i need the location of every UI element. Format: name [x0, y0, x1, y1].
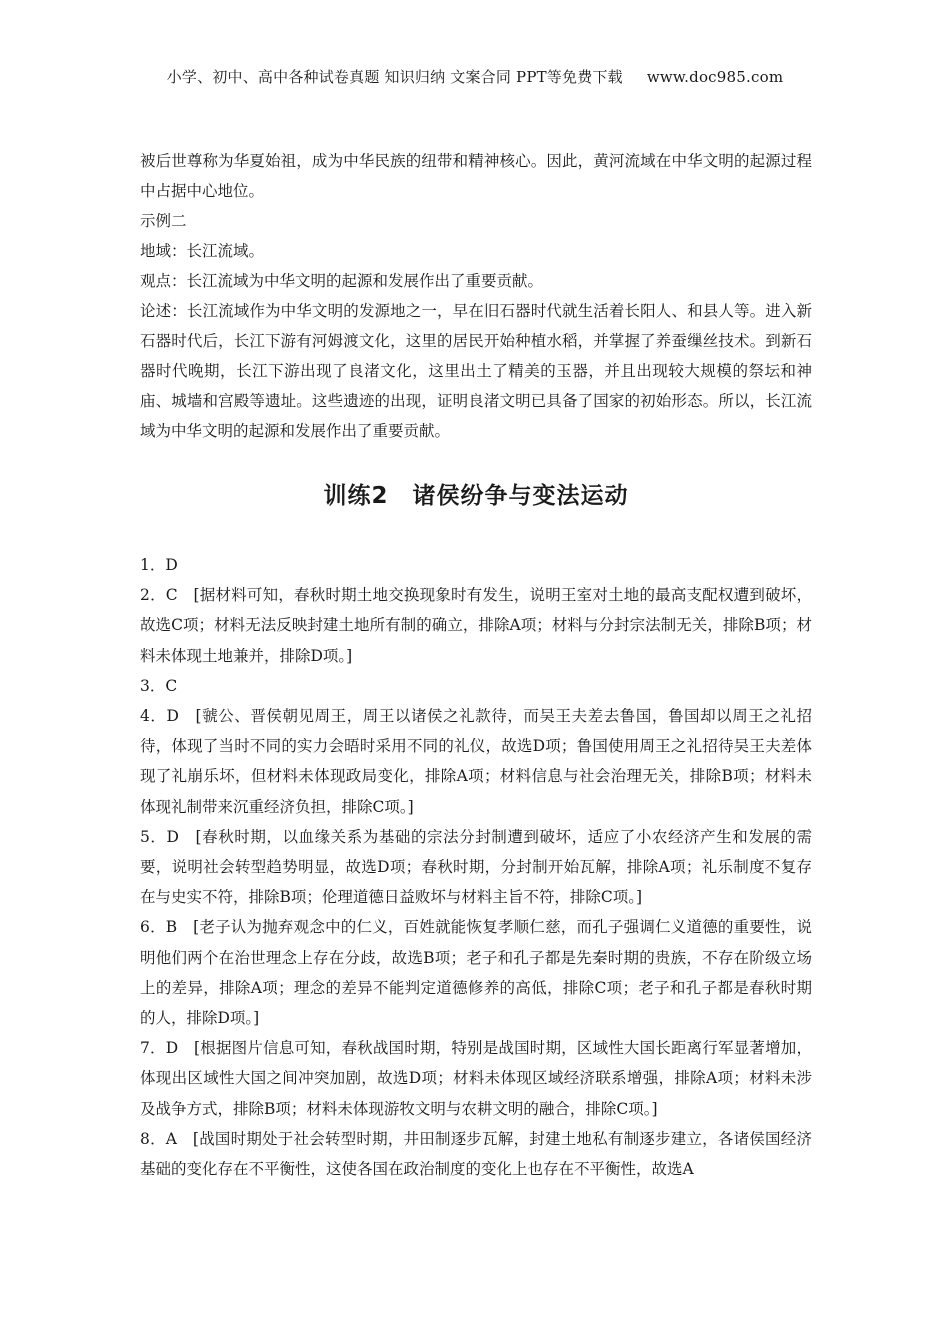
section-title: 训练2 诸侯纷争与变法运动: [323, 483, 629, 509]
answer-item: 2．C [据材料可知，春秋时期土地交换现象时有发生，说明王室对土地的最高支配权遭到破坏，故选C项；材料无法反映封建土地所有制的确立，排除A项；材料与分封宗法制无关，排除B项；材料未体现土地兼并，排除D项。]: [140, 586, 812, 665]
intro-paragraph: 被后世尊称为华夏始祖，成为中华民族的纽带和精神核心。因此，黄河流域在中华文明的起源过程中占据中心地位。: [140, 152, 812, 200]
answer-item: 8．A [战国时期处于社会转型时期，井田制逐步瓦解，封建土地私有制逐步建立，各诸侯国经济基础的变化存在不平衡性，这使各国在政治制度的变化上也存在不平衡性，故选A: [140, 1129, 812, 1179]
answer-item: 4．D [虢公、晋侯朝见周王，周王以诸侯之礼款待，而吴王夫差去鲁国，鲁国却以周王之礼招待，体现了当时不同的实力会晤时采用不同的礼仪，故选D项；鲁国使用周王之礼招待吴王夫差体现了礼崩乐坏，但材料未体现政局变化，排除A项；材料信息与社会治理无关，排除B项；材料未体现礼制带来沉重经济负担，排除C项。]: [140, 707, 812, 816]
header-url[interactable]: www.doc985.com: [646, 68, 784, 86]
answer-item: 1．D: [140, 556, 178, 574]
answer-item: 5．D [春秋时期，以血缘关系为基础的宗法分封制遭到破坏，适应了小农经济产生和发展的需要，说明社会转型趋势明显，故选D项；春秋时期，分封制开始瓦解，排除A项；礼乐制度不复存在与史实不符，排除B项；伦理道德日益败坏与材料主旨不符，排除C项。]: [140, 827, 812, 907]
page-header: [0, 66, 950, 87]
answer-item: 6．B [老子认为抛弃观念中的仁义，百姓就能恢复孝顺仁慈，而孔子强调仁义道德的重要性，说明他们两个在治世理念上存在分歧，故选B项；老子和孔子都是先秦时期的贵族，不存在阶级立场上的差异，排除A项；理念的差异不能判定道德修养的高低，排除C项；老子和孔子都是春秋时期的人，排除D项。]: [140, 918, 812, 1028]
argument-paragraph: 论述：长江流域作为中华文明的发源地之一，早在旧石器时代就生活着长阳人、和县人等。进入新石器时代后，长江下游有河姆渡文化，这里的居民开始种植水稻，并掌握了养蚕缫丝技术。到新石器时代晚期，长江下游出现了良渚文化，这里出土了精美的玉器，并且出现较大规模的祭坛和神庙、城墙和宫殿等遗址。这些遗迹的出现，证明良渚文明已具备了国家的初始形态。所以，长江流域为中华文明的起源和发展作出了重要贡献。: [140, 302, 812, 440]
example-label: 示例二: [140, 212, 187, 230]
header-text: 小学、初中、高中各种试卷真题 知识归纳 文案合同 PPT等免费下载: [166, 68, 623, 86]
answer-item: 7．D [根据图片信息可知，春秋战国时期，特别是战国时期，区域性大国长距离行军显著增加，体现出区域性大国之间冲突加剧，故选D项；材料未体现区域经济联系增强，排除A项；材料未涉及战争方式，排除B项；材料未体现游牧文明与农耕文明的融合，排除C项。]: [140, 1039, 812, 1118]
page-content: [140, 146, 812, 1184]
viewpoint-line: 观点：长江流域为中华文明的起源和发展作出了重要贡献。: [140, 272, 544, 290]
answer-item: 3．C: [140, 676, 178, 695]
region-line: 地域：长江流域。: [140, 242, 265, 260]
